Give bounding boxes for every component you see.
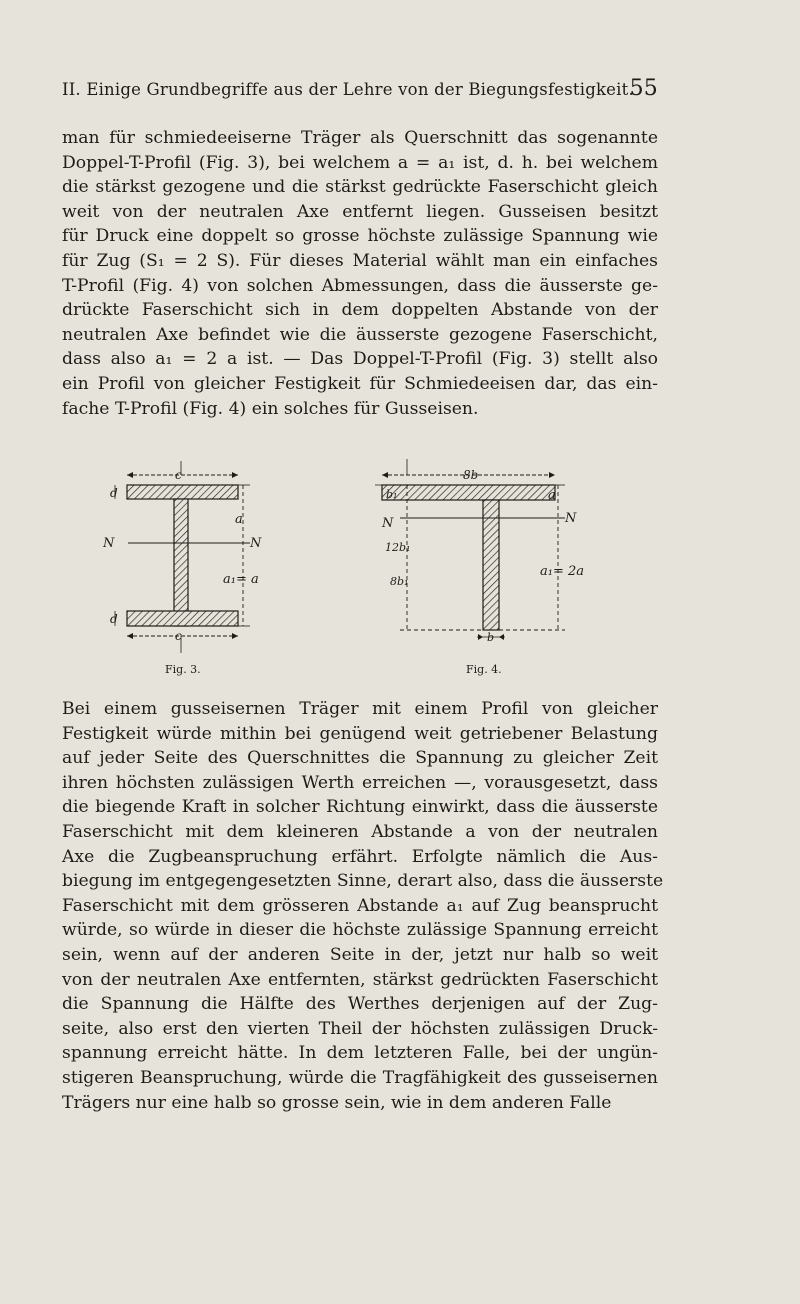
text-line: seite, also erst den vierten Theil der höchsten zulässigen Druck- [62,1018,658,1039]
text-line: Doppel-T-Profil (Fig. 3), bei welchem a = a₁ ist, d. h. bei welchem [62,152,658,173]
text-line: weit von der neutralen Axe entfernt liegen. Gusseisen besitzt [62,201,658,222]
label-c-top: c [175,468,182,482]
text-line: fache T-Profil (Fig. 4) ein solches für Gusseisen. [62,398,479,419]
label-N-right: N [250,536,262,551]
text-line: neutralen Axe befindet wie die äusserste gezogene Faserschicht, [62,324,658,345]
label-b1: b₁ [386,488,398,501]
label-N-left: N [103,536,115,551]
text-line: drückte Faserschicht sich in dem doppelten Abstande von der [62,300,658,321]
label-c-bottom: c [175,629,182,643]
paragraph-2 [62,697,664,1115]
web [174,499,188,626]
label-a1: a₁= a [223,572,259,587]
text-line: für Zug (S₁ = 2 S). Für dieses Material wählt man ein einfaches [62,250,658,271]
text-line: Festigkeit würde mithin bei genügend weit getriebener Belastung [62,723,658,744]
header-title: II. Einige Grundbegriffe aus der Lehre von der Biegungsfestigkeit. [62,80,634,99]
running-header [62,76,658,101]
label-a1-2a: a₁= 2a [540,564,585,579]
label-8b: 8b [463,468,479,482]
label-a: a [548,488,556,503]
label-N-left: N [382,516,394,531]
text-line: T-Profil (Fig. 4) von solchen Abmessungen, dass die äusserste ge- [62,275,658,296]
t-flange [382,485,555,500]
label-d-top: d [110,486,118,500]
text-line: die Spannung die Hälfte des Werthes derjenigen auf der Zug- [62,994,658,1015]
figure-3-caption: Fig. 3. [165,663,201,676]
label-d-bottom: d [110,612,118,626]
text-line: Trägers nur eine halb so grosse sein, wie in dem anderen Falle [62,1092,612,1113]
paragraph-1 [62,126,658,421]
text-line: würde, so würde in dieser die höchste zulässige Spannung erreicht [62,920,658,941]
text-line: die stärkst gezogene und die stärkst gedrückte Faserschicht gleich [62,177,658,198]
label-8b1: 8b₁ [390,575,409,588]
text-line: ihren höchsten zulässigen Werth erreichen —, vorausgesetzt, dass [62,772,658,793]
text-line: für Druck eine doppelt so grosse höchste zulässige Spannung wie [62,226,658,247]
label-b-bottom: b [487,631,495,644]
text-line: stigeren Beanspruchung, würde die Tragfähigkeit des gusseisernen [62,1067,658,1088]
figure-4-caption: Fig. 4. [466,663,502,676]
text-line: ein Profil von gleicher Festigkeit für Schmiedeeisen dar, das ein- [62,373,658,394]
bottom-flange [127,611,238,626]
text-line: auf jeder Seite des Querschnittes die Spannung zu gleicher Zeit [62,748,658,769]
text-line: biegung im entgegengesetzten Sinne, derart also, dass die äusserste [62,871,664,892]
text-line: von der neutralen Axe entfernten, stärkst gedrückten Faserschicht [62,969,658,990]
label-a: a [235,512,243,527]
label-12b1: 12b₁ [385,541,411,554]
text-line: Bei einem gusseisernen Träger mit einem Profil von gleicher [62,699,658,719]
figure-4-t-profile [360,455,600,670]
text-line: man für schmiedeeiserne Träger als Querschnitt das sogenannte [62,128,658,148]
t-stem [483,500,499,630]
top-flange [127,485,238,499]
text-line: Faserschicht mit dem grösseren Abstande a₁ auf Zug beansprucht [62,895,658,916]
text-line: spannung erreicht hätte. In dem letzteren Falle, bei der ungün- [62,1043,658,1064]
page-number: 55 [629,76,658,101]
label-N-right: N [565,511,577,526]
figure-3-double-t-profile [100,455,290,670]
text-line: dass also a₁ = 2 a ist. — Das Doppel-T-Profil (Fig. 3) stellt also [62,349,658,370]
text-line: die biegende Kraft in solcher Richtung einwirkt, dass die äusserste [62,797,658,818]
text-line: Faserschicht mit dem kleineren Abstande a von der neutralen [62,821,658,842]
text-line: Axe die Zugbeanspruchung erfährt. Erfolgte nämlich die Aus- [62,846,658,867]
text-line: sein, wenn auf der anderen Seite in der, jetzt nur halb so weit [62,944,658,965]
